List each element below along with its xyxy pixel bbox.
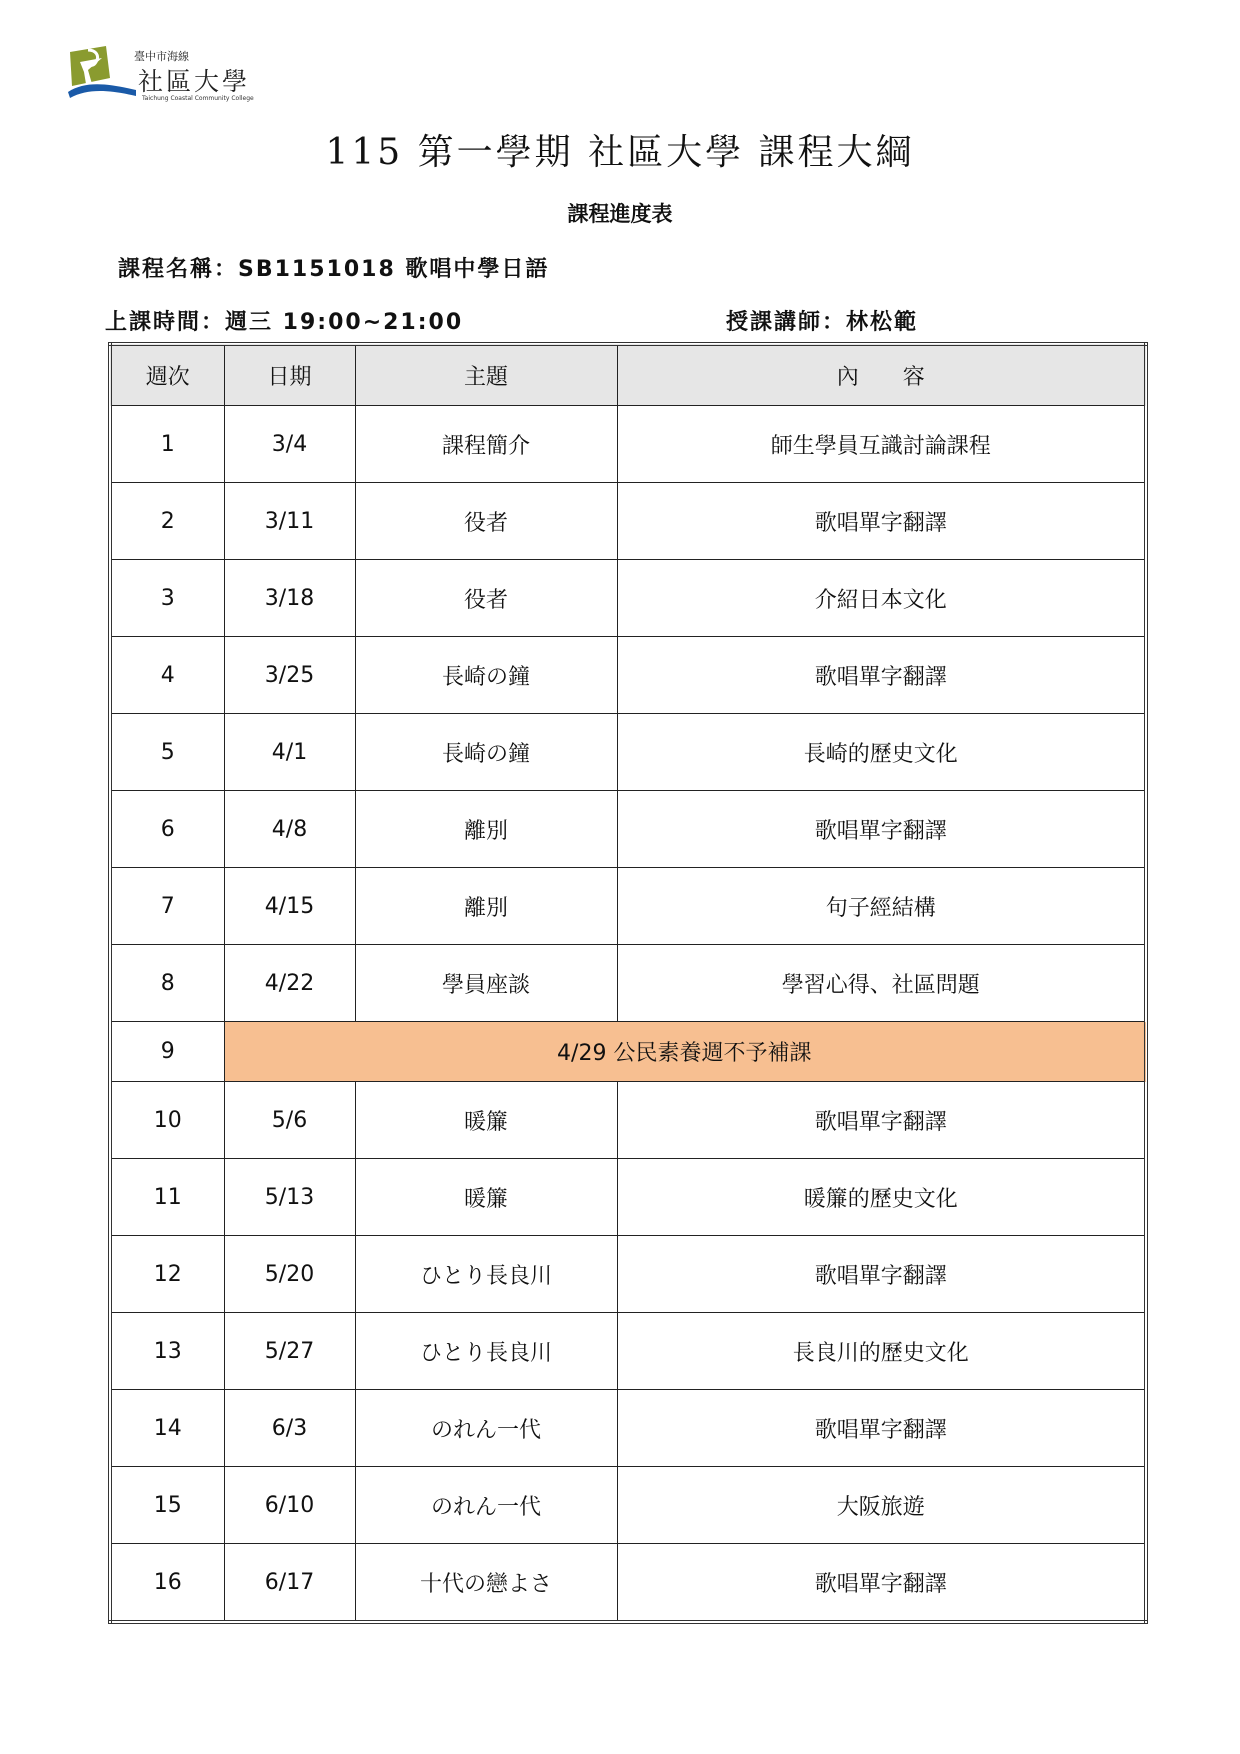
date-cell: 3/11 [224,483,355,560]
content-cell: 歌唱單字翻譯 [617,791,1146,868]
date-cell: 5/13 [224,1159,355,1236]
topic-cell: 課程簡介 [355,406,617,483]
date-cell: 4/22 [224,945,355,1022]
week-cell: 11 [110,1159,224,1236]
course-name: 課程名稱：SB1151018 歌唱中學日語 [118,257,550,282]
week-cell: 12 [110,1236,224,1313]
date-cell: 3/25 [224,637,355,714]
table-row [110,945,1146,1022]
logo-college-name: 社區大學 [138,67,251,96]
week-cell: 9 [110,1022,224,1082]
date-cell: 6/17 [224,1544,355,1623]
week-cell: 6 [110,791,224,868]
content-cell: 句子經結構 [617,868,1146,945]
table-row [110,1159,1146,1236]
date-cell: 5/6 [224,1082,355,1159]
content-cell: 歌唱單字翻譯 [617,1236,1146,1313]
holiday-note: 4/29 公民素養週不予補課 [224,1022,1146,1082]
page-title: 115 第一學期 社區大學 課程大綱 [325,132,915,173]
content-cell: 師生學員互識討論課程 [617,406,1146,483]
content-cell: 大阪旅遊 [617,1467,1146,1544]
college-emblem-icon [66,44,136,104]
header-week: 週次 [110,344,224,406]
topic-cell: 暖簾 [355,1159,617,1236]
content-cell: 歌唱單字翻譯 [617,637,1146,714]
topic-cell: のれん一代 [355,1390,617,1467]
topic-cell: ひとり長良川 [355,1313,617,1390]
page-subtitle: 課程進度表 [567,202,673,226]
logo-city-text: 臺中市海線 [134,50,189,63]
date-cell: 3/18 [224,560,355,637]
table-row [110,1544,1146,1623]
table-row [110,1236,1146,1313]
week-cell: 10 [110,1082,224,1159]
week-cell: 7 [110,868,224,945]
header-topic: 主題 [355,344,617,406]
instructor-name: 授課講師：林松範 [726,310,919,335]
topic-cell: 役者 [355,483,617,560]
topic-cell: 十代の戀よさ [355,1544,617,1623]
class-time: 上課時間：週三 19:00~21:00 [105,310,464,335]
content-cell: 長崎的歷史文化 [617,714,1146,791]
week-cell: 13 [110,1313,224,1390]
content-cell: 歌唱單字翻譯 [617,1082,1146,1159]
date-cell: 5/20 [224,1236,355,1313]
topic-cell: 學員座談 [355,945,617,1022]
content-cell: 歌唱單字翻譯 [617,483,1146,560]
date-cell: 4/1 [224,714,355,791]
college-logo [66,44,276,108]
table-row [110,560,1146,637]
date-cell: 3/4 [224,406,355,483]
date-cell: 6/3 [224,1390,355,1467]
table-row [110,406,1146,483]
table-header-row [110,344,1146,406]
topic-cell: 暖簾 [355,1082,617,1159]
topic-cell: 離別 [355,791,617,868]
week-cell: 14 [110,1390,224,1467]
table-row [110,637,1146,714]
topic-cell: 長崎の鐘 [355,714,617,791]
logo-english-name: Taichung Coastal Community College [142,95,254,102]
week-cell: 2 [110,483,224,560]
topic-cell: ひとり長良川 [355,1236,617,1313]
header-content: 內 容 [617,344,1146,406]
week-cell: 4 [110,637,224,714]
table-row [110,1082,1146,1159]
table-row [110,791,1146,868]
date-cell: 5/27 [224,1313,355,1390]
content-cell: 暖簾的歷史文化 [617,1159,1146,1236]
week-cell: 5 [110,714,224,791]
week-cell: 3 [110,560,224,637]
topic-cell: 離別 [355,868,617,945]
date-cell: 6/10 [224,1467,355,1544]
content-cell: 介紹日本文化 [617,560,1146,637]
content-cell: 學習心得、社區問題 [617,945,1146,1022]
holiday-row [110,1022,1146,1082]
date-cell: 4/8 [224,791,355,868]
topic-cell: のれん一代 [355,1467,617,1544]
week-cell: 8 [110,945,224,1022]
content-cell: 長良川的歷史文化 [617,1313,1146,1390]
table-row [110,714,1146,791]
table-row [110,1467,1146,1544]
table-row [110,1390,1146,1467]
header-date: 日期 [224,344,355,406]
table-row [110,483,1146,560]
topic-cell: 役者 [355,560,617,637]
date-cell: 4/15 [224,868,355,945]
week-cell: 16 [110,1544,224,1623]
schedule-table [108,342,1148,1624]
content-cell: 歌唱單字翻譯 [617,1390,1146,1467]
table-row [110,868,1146,945]
topic-cell: 長崎の鐘 [355,637,617,714]
content-cell: 歌唱單字翻譯 [617,1544,1146,1623]
table-row [110,1313,1146,1390]
week-cell: 15 [110,1467,224,1544]
week-cell: 1 [110,406,224,483]
